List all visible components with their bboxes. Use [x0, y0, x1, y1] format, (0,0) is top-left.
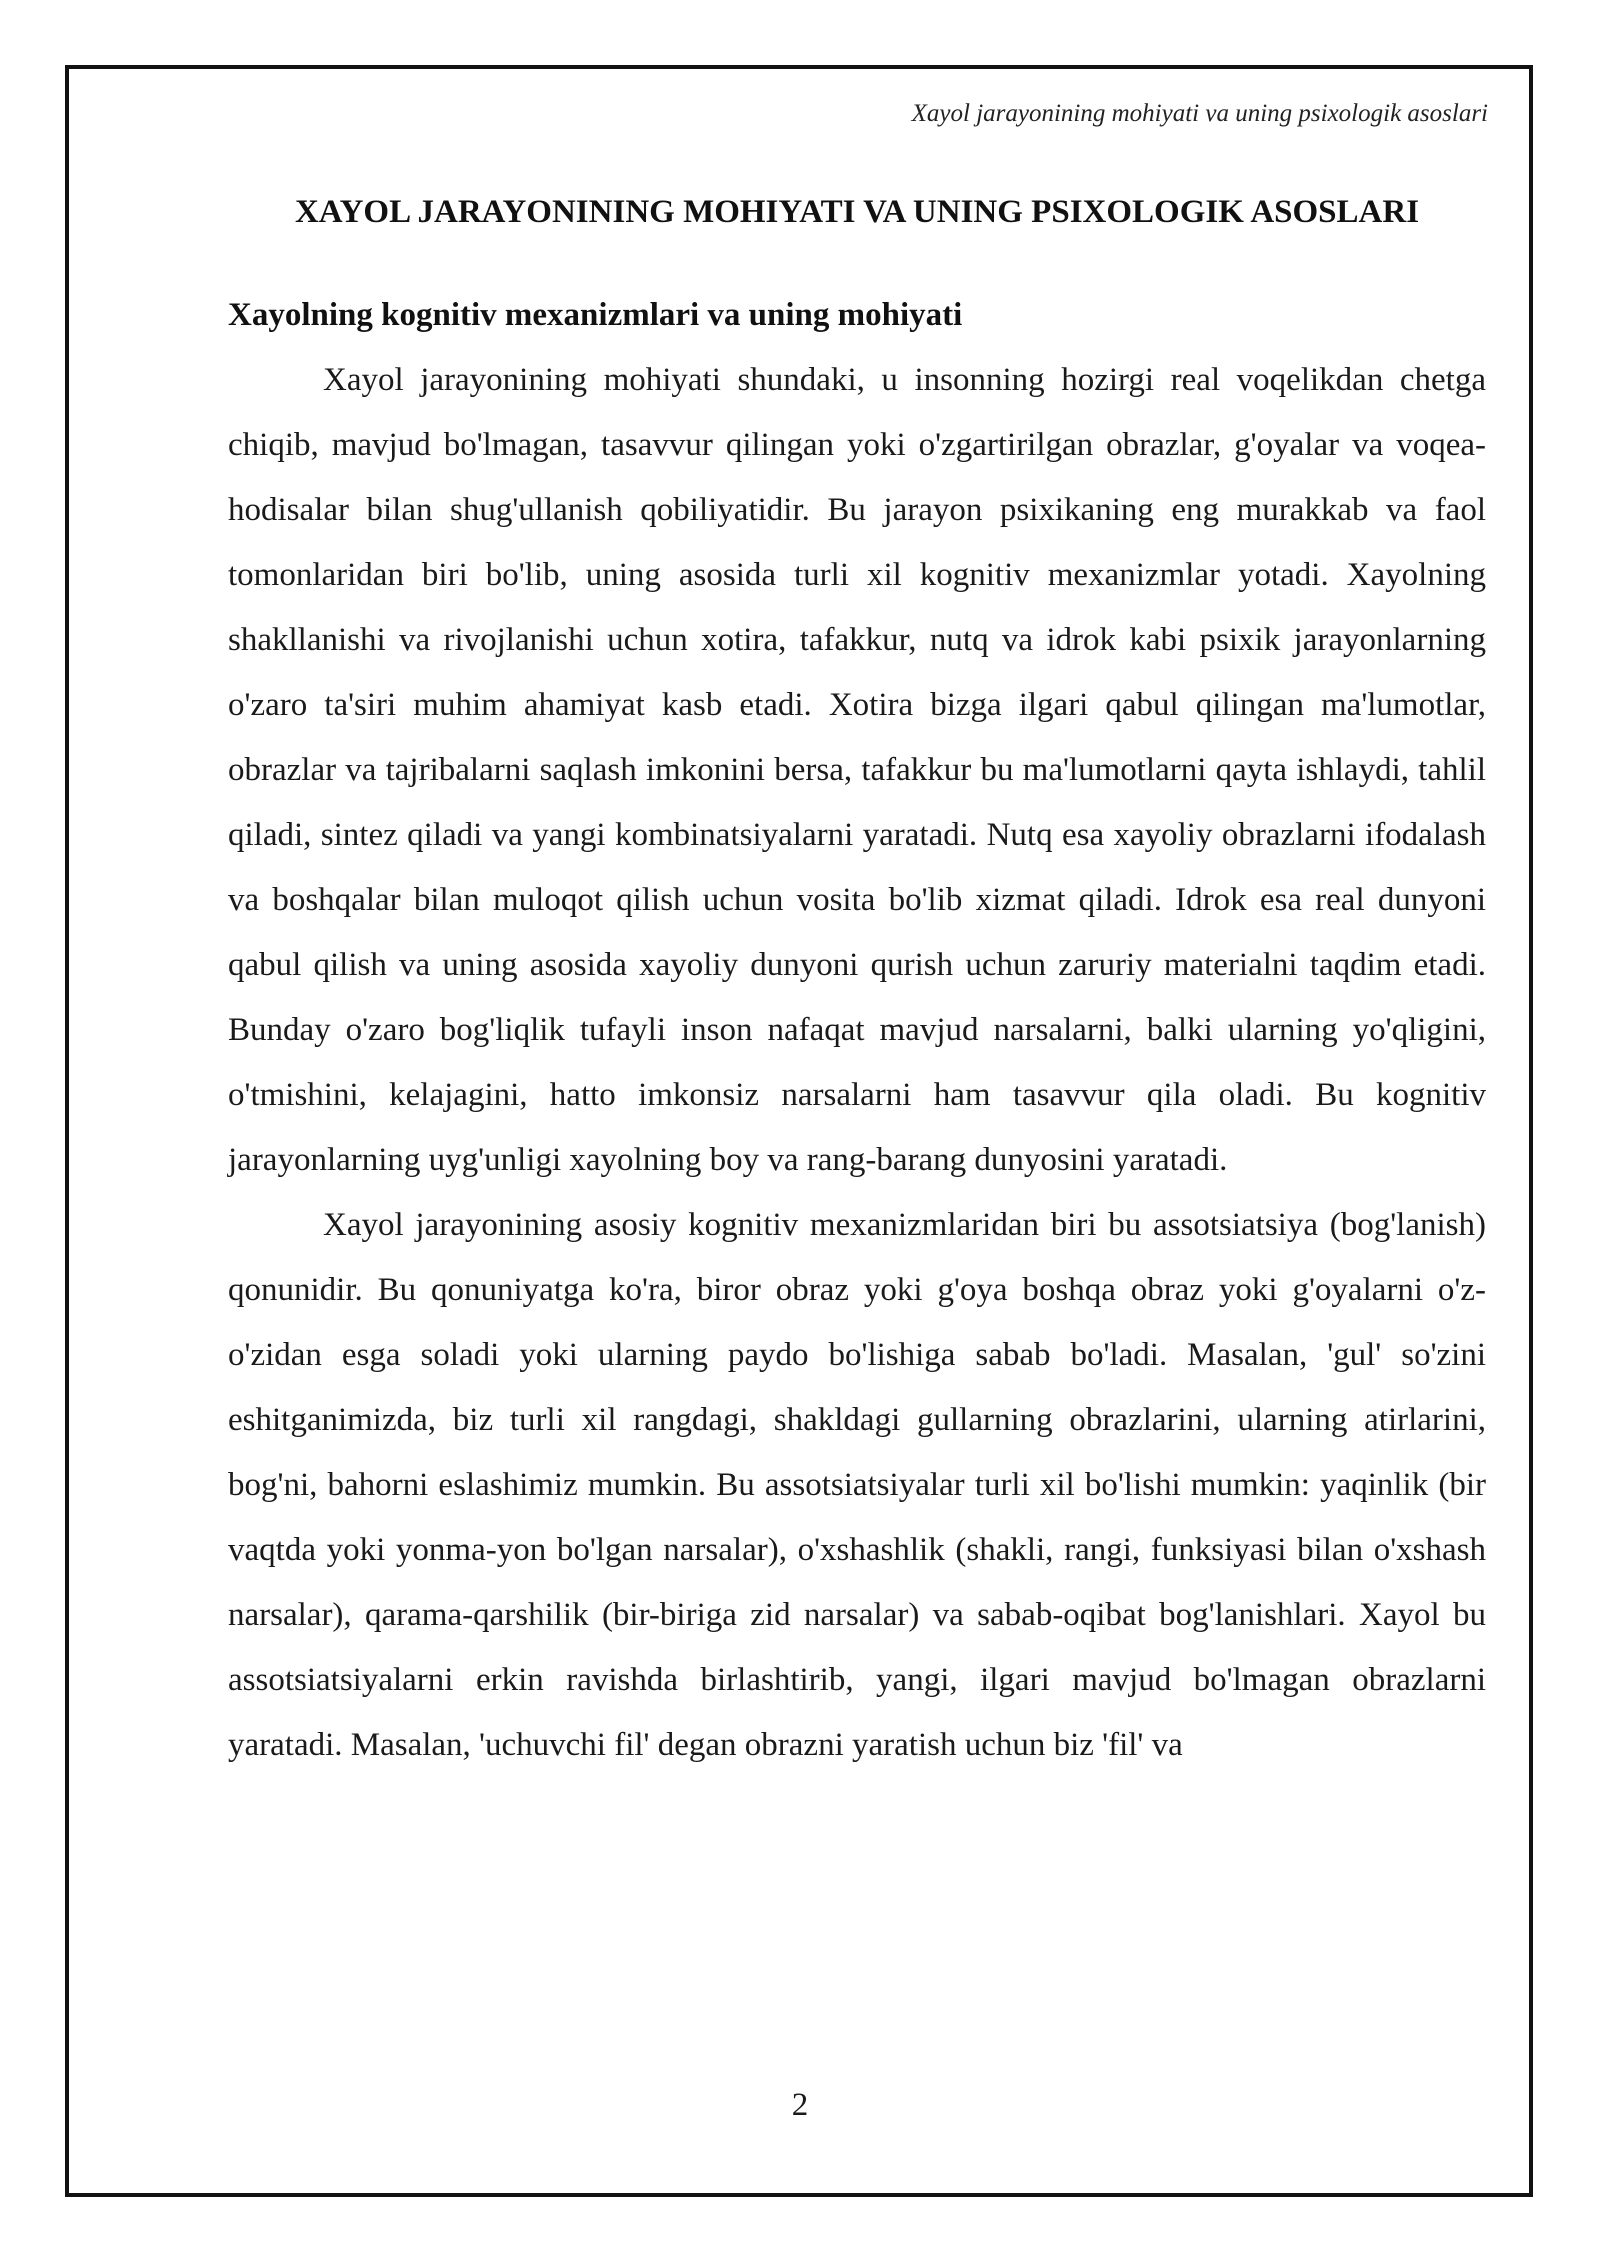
running-header: Xayol jarayonining mohiyati va uning psixologik asoslari [911, 100, 1488, 127]
page-number: 2 [791, 2087, 809, 2123]
paragraph-1: Xayol jarayonining mohiyati shundaki, u insonning hozirgi real voqelikdan chetga chiqib, mavjud bo'lmagan, tasavvur qilingan yoki o'zgartirilgan obrazlar, g'oyalar va voqea-hodisalar bilan shug'ullanish qobiliyatidir. Bu jarayon psixikaning eng murakkab va faol tomonlaridan biri bo'lib, uning asosida turli xil kognitiv mexanizmlar yotadi. Xayolning shakllanishi va rivojlanishi uchun xotira, tafakkur, nutq va idrok kabi psixik jarayonlarning o'zaro ta'siri muhim ahamiyat kasb etadi. Xotira bizga ilgari qabul qilingan ma'lumotlar, obrazlar va tajribalarni saqlash imkonini bersa, tafakkur bu ma'lumotlarni qayta ishlaydi, tahlil qiladi, sintez qiladi va yangi kombinatsiyalarni yaratadi. Nutq esa xayoliy obrazlarni ifodalash va boshqalar bilan muloqot qilish uchun vosita bo'lib xizmat qiladi. Idrok esa real dunyoni qabul qilish va uning asosida xayoliy dunyoni qurish uchun zaruriy materialni taqdim etadi. Bunday o'zaro bog'liqlik tufayli inson nafaqat mavjud narsalarni, balki ularning yo'qligini, o'tmishini, kelajagini, hatto imkonsiz narsalarni ham tasavvur qila oladi. Bu kognitiv jarayonlarning uyg'unligi xayolning boy va rang-barang dunyosini yaratadi. [228, 362, 1486, 1178]
document-title: XAYOL JARAYONINING MOHIYATI VA UNING PSIXOLOGIK ASOSLARI [294, 194, 1420, 230]
document-body [228, 180, 1486, 1778]
paragraph-2: Xayol jarayonining asosiy kognitiv mexanizmlaridan biri bu assotsiatsiya (bog'lanish) qonunidir. Bu qonuniyatga ko'ra, biror obraz yoki g'oya boshqa obraz yoki g'oyalarni o'z-o'zidan esga soladi yoki ularning paydo bo'lishiga sabab bo'ladi. Masalan, 'gul' so'zini eshitganimizda, biz turli xil rangdagi, shakldagi gullarning obrazlarini, ularning atirlarini, bog'ni, bahorni eslashimiz mumkin. Bu assotsiatsiyalar turli xil bo'lishi mumkin: yaqinlik (bir vaqtda yoki yonma-yon bo'lgan narsalar), o'xshashlik (shakli, rangi, funksiyasi bilan o'xshash narsalar), qarama-qarshilik (bir-biriga zid narsalar) va sabab-oqibat bog'lanishlari. Xayol bu assotsiatsiyalarni erkin ravishda birlashtirib, yangi, ilgari mavjud bo'lmagan obrazlarni yaratadi. Masalan, 'uchuvchi fil' degan obrazni yaratish uchun biz 'fil' va [228, 1207, 1486, 1763]
section-heading: Xayolning kognitiv mexanizmlari va uning mohiyati [228, 297, 963, 333]
